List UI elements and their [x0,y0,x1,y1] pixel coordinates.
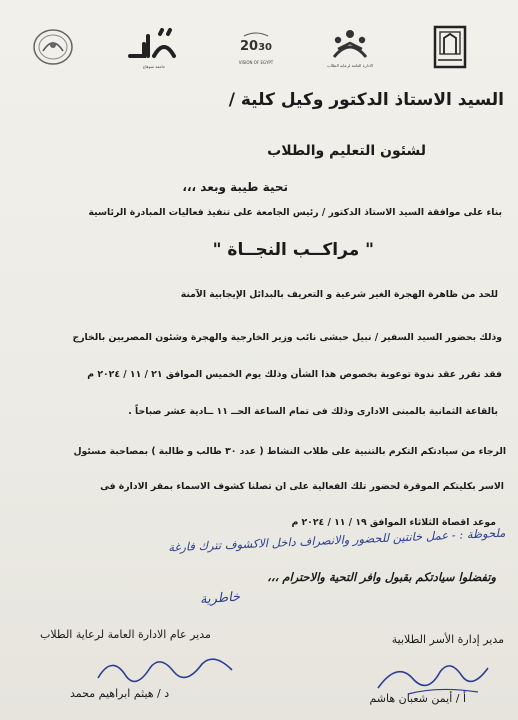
body-line-1: بناء على موافقة السيد الاستاذ الدكتور / رئيس الجامعة على تنفيذ فعاليات المبادرة الرئاسية [88,207,502,218]
body-line-5: بالقاعة الثمانية بالمبنى الادارى وذلك فى تمام الساعة الحــ ١١ ــادية عشر صباحاً . [128,406,498,417]
body-line-8: موعد اقصاة الثلاثاء الموافق ١٩ / ١١ / ٢٠٢٤ م [291,517,496,528]
right-signatory-name: أ / أيمن شعبان هاشم [369,692,466,705]
vision-caption: VISION OF EGYPT [238,59,274,65]
handwritten-closing: خاطرية [199,589,241,608]
sohag-logo-caption: جامعة سوهاج [142,63,166,69]
body-line-7: الاسر بكليتكم الموقرة لحضور تلك الفعالية على ان تصلنا كشوف الاسماء بمقر الادارة فى [100,481,504,492]
left-signatory-name: د / هيثم ابراهيم محمد [70,687,170,700]
ministry-caption: الادارة العامة لرعاية الطلاب [327,62,373,68]
addressee-line-2: لشئون التعليم والطلاب [267,143,426,159]
body-line-6: الرجاء من سيادتكم التكرم بالتنبية على طلاب النشاط ( عدد ٣٠ طالب و طالبة ) بمصاحبة مسئول [73,446,506,457]
right-signatory-title: مدير إدارة الأسر الطلابية [391,633,504,646]
university-emblem-left-icon [24,18,82,76]
assiut-university-logo-icon [410,18,490,76]
ministry-logo-icon [308,18,392,76]
initiative-title: " مراكــب النجــاة " [212,240,374,260]
greeting: تحية طيبة وبعد ،،، [182,180,288,194]
body-line-3: وذلك بحضور السيد السفير / نبيل حبشى نائب وزير الخارجية والهجرة وشئون المصريين بالخارج [72,332,502,343]
svg-text:2030: 2030 [239,38,273,54]
handwritten-note: ملحوظة : - عمل خانتين للحضور والانصراف داخل الاكشوف تترك فارغة [168,525,507,555]
egypt-vision-2030-logo-icon [226,18,286,76]
body-line-2: للحد من ظاهرة الهجرة الغير شرعية و التعريف بالبدائل الإيجابية الآمنة [180,289,498,300]
closing-line: وتفضلوا سيادتكم بقبول وافر التحية والاحترام ،،، [267,570,496,584]
logo-row [14,18,504,76]
addressee-line-1: السيد الاستاذ الدكتور وكيل كلية / [228,90,504,110]
body-line-4: فقد تقرر عقد ندوة توعوية بخصوص هذا الشأن وذلك يوم الخميس الموافق ٢١ / ١١ / ٢٠٢٤ م [87,369,502,380]
left-signatory-title: مدير عام الادارة العامة لرعاية الطلاب [40,628,211,641]
sohag-university-logo-icon [114,18,194,76]
